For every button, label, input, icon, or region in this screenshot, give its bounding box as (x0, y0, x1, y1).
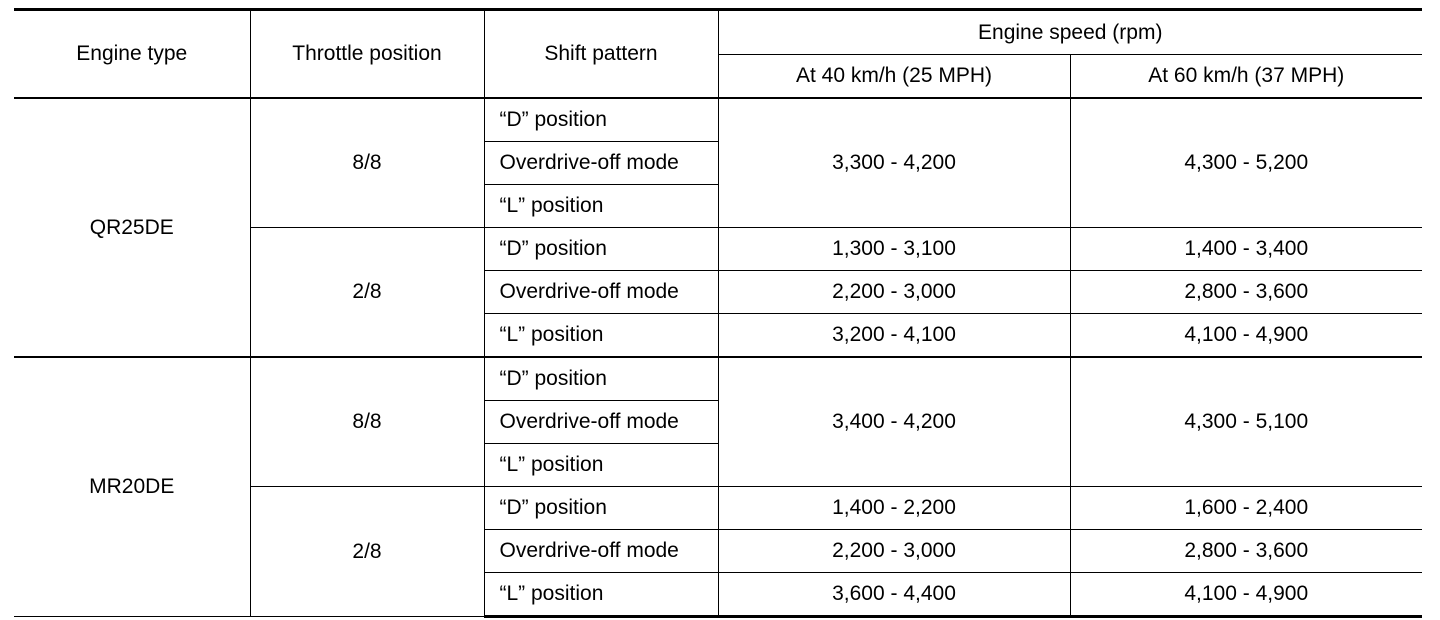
table-row (14, 357, 1422, 401)
speed-40-cell: 2,200 - 3,000 (718, 530, 1070, 573)
shift-pattern-cell: “D” position (484, 228, 718, 271)
speed-60-cell: 4,300 - 5,200 (1070, 98, 1422, 228)
speed-60-cell: 1,400 - 3,400 (1070, 228, 1422, 271)
speed-60-cell: 1,600 - 2,400 (1070, 487, 1422, 530)
speed-40-cell: 3,200 - 4,100 (718, 314, 1070, 358)
header-throttle-position: Throttle position (250, 10, 484, 99)
speed-40-cell: 1,300 - 3,100 (718, 228, 1070, 271)
speed-60-cell: 2,800 - 3,600 (1070, 530, 1422, 573)
shift-pattern-cell: Overdrive-off mode (484, 530, 718, 573)
shift-pattern-cell: Overdrive-off mode (484, 401, 718, 444)
engine-type-cell: QR25DE (14, 98, 250, 357)
throttle-position-cell: 2/8 (250, 487, 484, 617)
header-engine-type: Engine type (14, 10, 250, 99)
shift-pattern-cell: “D” position (484, 357, 718, 401)
shift-pattern-cell: Overdrive-off mode (484, 271, 718, 314)
speed-40-cell: 2,200 - 3,000 (718, 271, 1070, 314)
table-body (14, 98, 1422, 617)
shift-pattern-cell: Overdrive-off mode (484, 142, 718, 185)
throttle-position-cell: 2/8 (250, 228, 484, 358)
header-speed-40: At 40 km/h (25 MPH) (718, 55, 1070, 99)
throttle-position-cell: 8/8 (250, 357, 484, 487)
shift-pattern-cell: “L” position (484, 573, 718, 617)
speed-60-cell: 2,800 - 3,600 (1070, 271, 1422, 314)
header-shift-pattern: Shift pattern (484, 10, 718, 99)
header-engine-speed: Engine speed (rpm) (718, 10, 1422, 55)
shift-pattern-cell: “L” position (484, 185, 718, 228)
throttle-position-cell: 8/8 (250, 98, 484, 228)
speed-40-cell: 3,300 - 4,200 (718, 98, 1070, 228)
engine-speed-table (14, 8, 1422, 618)
speed-60-cell: 4,100 - 4,900 (1070, 573, 1422, 617)
speed-40-cell: 1,400 - 2,200 (718, 487, 1070, 530)
speed-40-cell: 3,600 - 4,400 (718, 573, 1070, 617)
shift-pattern-cell: “D” position (484, 98, 718, 142)
speed-60-cell: 4,100 - 4,900 (1070, 314, 1422, 358)
table-row (14, 98, 1422, 142)
engine-type-cell: MR20DE (14, 357, 250, 617)
header-speed-60: At 60 km/h (37 MPH) (1070, 55, 1422, 99)
shift-pattern-cell: “L” position (484, 314, 718, 358)
shift-pattern-cell: “L” position (484, 444, 718, 487)
shift-pattern-cell: “D” position (484, 487, 718, 530)
speed-40-cell: 3,400 - 4,200 (718, 357, 1070, 487)
speed-60-cell: 4,300 - 5,100 (1070, 357, 1422, 487)
